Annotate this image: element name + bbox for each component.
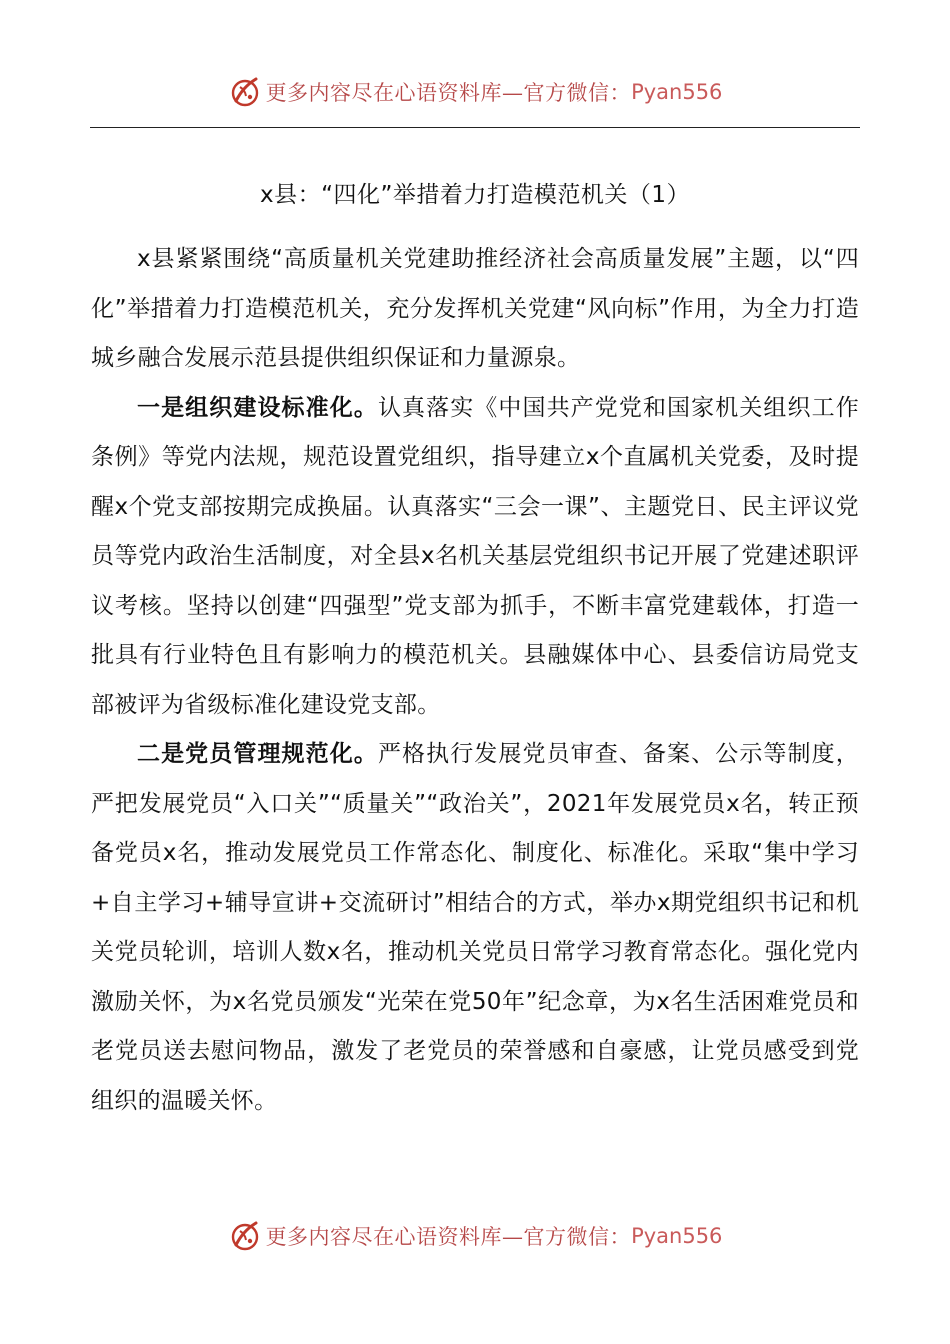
- document-title: x县：“四化”举措着力打造模范机关（1）: [259, 182, 691, 208]
- section-1-text: 认真落实《中国共产党党和国家机关组织工作条例》等党内法规，规范设置党组织，指导建立x个直属机关党委，及时提醒x个党支部按期完成换届。认真落实“三会一课”、主题党日、民主评议党员等党内政治生活制度，对全县x名机关基层党组织书记开展了党建述职评议考核。坚持以创建“四强型”党支部为抓手，不断丰富党建载体，打造一批具有行业特色且有影响力的模范机关。县融媒体中心、县委信访局党支部被评为省级标准化建设党支部。: [91, 394, 860, 718]
- intro-paragraph: x县紧紧围绕“高质量机关党建助推经济社会高质量发展”主题，以“四化”举措着力打造模范机关，充分发挥机关党建“风向标”作用，为全力打造城乡融合发展示范县提供组织保证和力量源泉。: [91, 246, 859, 371]
- header-banner-wechat-id: Pyan556: [631, 80, 723, 104]
- footer-banner-text: 更多内容尽在心语资料库—官方微信：: [265, 1225, 632, 1249]
- brush-logo-icon: [228, 75, 262, 109]
- brush-logo-icon: [228, 1219, 262, 1253]
- footer-banner: [0, 1214, 950, 1258]
- section-2-paragraph: [91, 730, 859, 1126]
- document-body: [91, 235, 859, 1126]
- section-2-heading: 二是党员管理规范化。: [137, 741, 378, 767]
- section-2-text: 严格执行发展党员审查、备案、公示等制度，严把发展党员“入口关”“质量关”“政治关”，2021年发展党员x名，转正预备党员x名，推动发展党员工作常态化、制度化、标准化。采取“集中学习+自主学习+辅导宣讲+交流研讨”相结合的方式，举办x期党组织书记和机关党员轮训，培训人数x名，推动机关党员日常学习教育常态化。强化党内激励关怀，为x名党员颁发“光荣在党50年”纪念章，为x名生活困难党员和老党员送去慰问物品，激发了老党员的荣誉感和自豪感，让党员感受到党组织的温暖关怀。: [91, 741, 860, 1114]
- footer-banner-wechat-id: Pyan556: [631, 1224, 723, 1248]
- header-banner-text: 更多内容尽在心语资料库—官方微信：: [265, 81, 632, 105]
- header-divider: [90, 127, 860, 128]
- section-1-heading: 一是组织建设标准化。: [137, 394, 378, 421]
- header-banner: [0, 70, 950, 114]
- section-1-paragraph: [91, 384, 859, 731]
